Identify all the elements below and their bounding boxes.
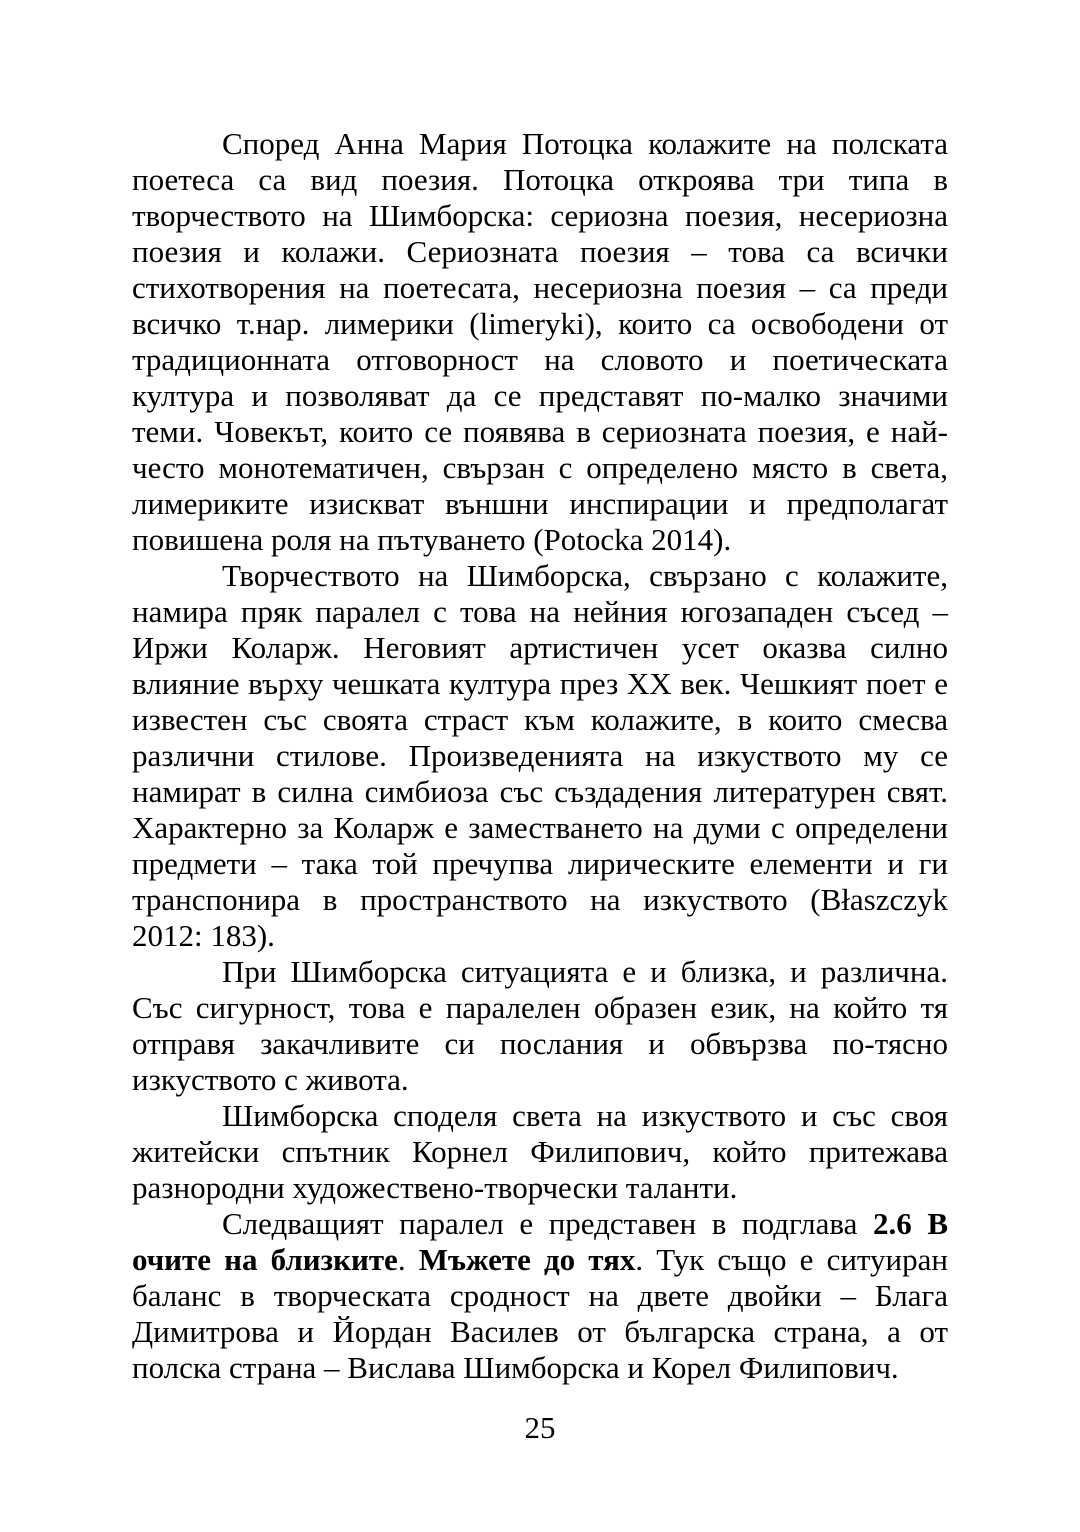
paragraph (132, 954, 948, 1098)
bold-text: Мъжете до тях (418, 1242, 636, 1277)
paragraph (132, 558, 948, 954)
body-text: Творчеството на Шимборска, свързано с колажите, намира пряк паралел с това на нейния югозападен съсед – Иржи Коларж. Неговият артистичен усет оказва силно влияние върху чешката култура през XX век. Чешкият поет е известен със своята страст към колажите, в които смесва различни стилове. Произведенията на изкуството му се намират в силна симбиоза със създадения литературен свят. Характерно за Коларж е заместването на думи с определени предмети – така той пречупва лирическите елементи и ги транспонира в пространството на изкуството (Błaszczyk 2012: 183). (132, 558, 948, 953)
body-text: При Шимборска ситуацията е и близка, и различна. Със сигурност, това е паралелен образен език, на който тя отправя закачливите си послания и обвързва по-тясно изкуството с живота. (132, 954, 948, 1097)
page-number: 25 (524, 1410, 556, 1445)
paragraph (132, 126, 948, 558)
body-text: . (397, 1242, 419, 1277)
bold-text: 2.6 В очите на близките (132, 1206, 948, 1277)
paragraph (132, 1098, 948, 1206)
body-text: Следващият паралел е представен в подглава (222, 1206, 873, 1241)
body-text: Шимборска споделя света на изкуството и със своя житейски спътник Корнел Филипович, който притежава разнородни художествено-творчески таланти. (132, 1098, 948, 1205)
text-block (132, 126, 948, 1386)
body-text: . Тук също е ситуиран баланс в творческата сродност на двете двойки – Блага Димитрова и Йордан Василев от българска страна, а от полска страна – Вислава Шимборска и Корел Филипович. (132, 1242, 948, 1385)
paragraph (132, 1206, 948, 1386)
body-text: Според Анна Мария Потоцка колажите на полската поетеса са вид поезия. Потоцка откроява три типа в творчеството на Шимборска: сериозна поезия, несериозна поезия и колажи. Сериозната поезия – това са всички стихотворения на поетесата, несериозна поезия – са преди всичко т.нар. лимерики (limeryki), които са освободени от традиционната отговорност на словото и поетическата култура и позволяват да се представят по-малко значими теми. Човекът, които се появява в сериозната поезия, е най-често монотематичен, свързан с определено място в света, лимериките изискват външни инспирации и предполагат повишена роля на пътуването (Potocka 2014). (132, 126, 948, 557)
